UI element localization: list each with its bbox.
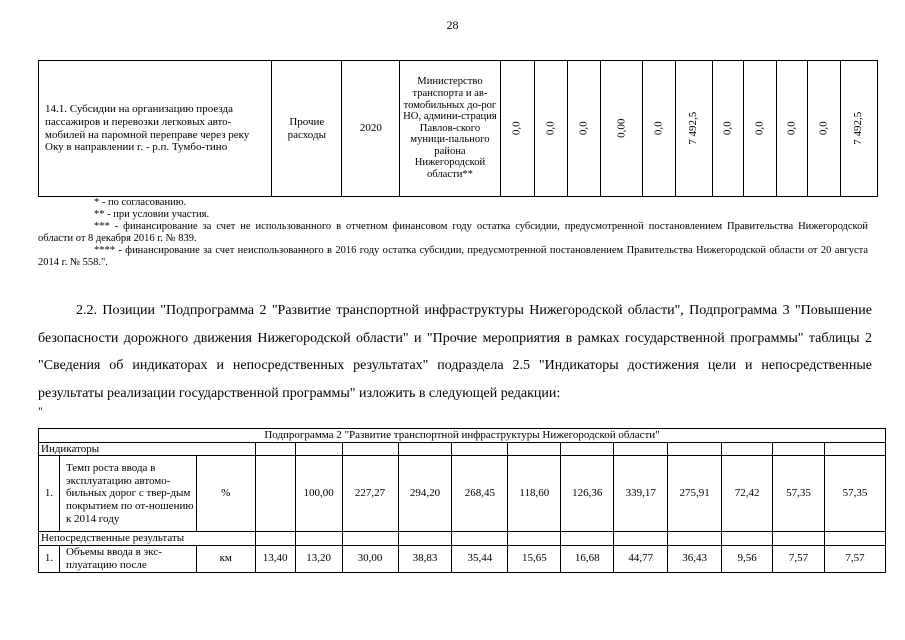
section-row [39, 442, 886, 456]
measure-description: 14.1. Субсидии на организацию проезда пассажиров и перевозки легковых авто-мобилей на паромной переправе через реку Оку в направлении г. - р.п. Тумбо-тино [39, 61, 272, 197]
section-indicators-label: Индикаторы [39, 442, 256, 456]
value-cell: 30,00 [342, 545, 398, 572]
subprogram-caption: Подпрограмма 2 "Развитие транспортной инфраструктуры Нижегородской области" [39, 429, 886, 443]
value-cell: 339,17 [614, 456, 668, 532]
footnote-2: ** - при условии участия. [94, 209, 210, 220]
value-cell: 38,83 [398, 545, 452, 572]
row-number: 1. [39, 545, 60, 572]
value-cell: 227,27 [342, 456, 398, 532]
value-text: 0,0 [753, 121, 766, 136]
value-cell [675, 61, 712, 197]
footnote-4: **** - финансирование за счет неиспользованного в 2016 году остатка субсидии, предусмотренной постановлением Правительства Нижегородской области от 20 августа 2014 г. № 558.". [38, 245, 868, 268]
value-cell: 7,57 [773, 545, 825, 572]
value-cell: 13,20 [295, 545, 342, 572]
value-cell: 118,60 [508, 456, 561, 532]
value-cell [600, 61, 642, 197]
value-cell [743, 61, 776, 197]
value-cell: 9,56 [722, 545, 773, 572]
value-cell: 294,20 [398, 456, 452, 532]
value-cell [500, 61, 534, 197]
row-number: 1. [39, 456, 60, 532]
value-cell: 15,65 [508, 545, 561, 572]
value-cell [840, 61, 877, 197]
value-cell: 44,77 [614, 545, 668, 572]
value-text: 0,0 [544, 121, 557, 136]
value-text: 0,0 [510, 121, 523, 136]
opening-quote: " [38, 404, 43, 418]
value-cell [776, 61, 807, 197]
year: 2020 [342, 61, 400, 197]
value-cell: 7,57 [824, 545, 885, 572]
result-row [39, 545, 886, 572]
value-cell [567, 61, 600, 197]
indicator-name: Темп роста ввода в эксплуатацию автомо-бильных дорог с твер-дым покрытием по от-ношению к 2014 году [59, 456, 196, 532]
value-cell [255, 456, 295, 532]
footnotes [38, 197, 868, 269]
value-cell [642, 61, 675, 197]
value-cell: 57,35 [773, 456, 825, 532]
value-cell: 57,35 [824, 456, 885, 532]
value-text: 0,0 [577, 121, 590, 136]
footnote-3: *** - финансирование за счет не использованного в отчетном финансовом году остатка субсидии, предусмотренной постановлением Правительства Нижегородской области от 8 декабря 2016 г. № 839. [38, 221, 868, 244]
expense-type: Прочие расходы [272, 61, 342, 197]
value-cell [807, 61, 840, 197]
value-cell [534, 61, 567, 197]
value-cell [712, 61, 743, 197]
financing-table [38, 60, 878, 197]
value-cell: 36,43 [668, 545, 722, 572]
value-text: 0,00 [614, 118, 627, 139]
value-text: 0,0 [817, 121, 830, 136]
value-cell: 275,91 [668, 456, 722, 532]
financing-row [39, 61, 878, 197]
value-text: 7 492,5 [687, 112, 700, 145]
subprogram-caption-row [39, 429, 886, 443]
indicator-row [39, 456, 886, 532]
unit: км [196, 545, 255, 572]
section-row [39, 532, 886, 546]
footnote-1: * - по согласованию. [94, 197, 187, 208]
value-text: 0,0 [785, 121, 798, 136]
indicators-table [38, 428, 886, 573]
paragraph-text: 2.2. Позиции "Подпрограмма 2 "Развитие транспортной инфраструктуры Нижегородской области", Подпрограмма 3 "Повышение безопасности дорожного движения Нижегородской области" и "Прочие мероприятия в рамках государственной программы" таблицы 2 "Сведения об индикаторах и непосредственных результатах" подраздела 2.5 "Индикаторы достижения цели и непосредственные результаты реализации государственной программы" изложить в следующей редакции: [38, 303, 872, 401]
page-number: 28 [446, 18, 459, 32]
body-paragraph [38, 297, 872, 407]
value-cell: 35,44 [452, 545, 508, 572]
value-cell: 100,00 [295, 456, 342, 532]
value-text: 0,0 [652, 121, 665, 136]
value-text: 7 492,5 [852, 112, 865, 145]
executor: Министерство транспорта и ав-томобильных до-рог НО, админи-страция Павлов-ского муници-пального района Нижегородской области** [400, 61, 500, 197]
value-text: 0,0 [721, 121, 734, 136]
section-results-label: Непосредственные результаты [39, 532, 256, 546]
value-cell: 268,45 [452, 456, 508, 532]
value-cell: 72,42 [722, 456, 773, 532]
value-cell: 13,40 [255, 545, 295, 572]
value-cell: 126,36 [561, 456, 614, 532]
result-name: Объемы ввода в экс-плуатацию после [59, 545, 196, 572]
value-cell: 16,68 [561, 545, 614, 572]
unit: % [196, 456, 255, 532]
